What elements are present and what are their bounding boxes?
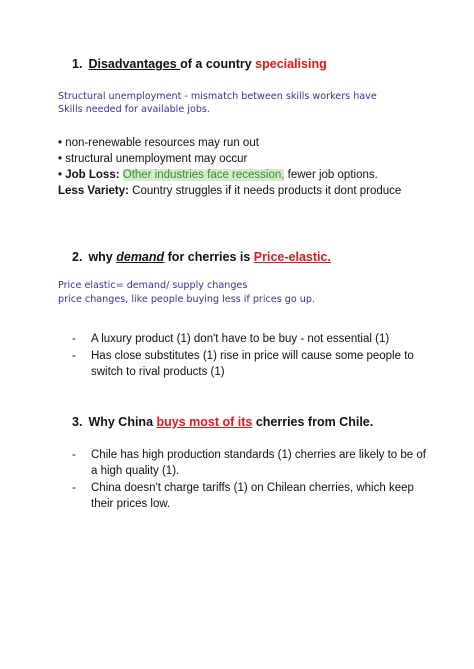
- q1-less-variety-rest: Country struggles if it needs products it dont produce: [128, 185, 402, 197]
- list-item: [72, 447, 431, 479]
- q3-point-2: China doesn't charge tariffs (1) on Chilean cherries, which keep their prices low.: [91, 482, 414, 510]
- q3-title-red: buys most of its: [156, 415, 253, 429]
- q1-title-red: specialising: [255, 57, 327, 71]
- q1-less-variety: [58, 183, 401, 199]
- q2-handwritten-note-line2: price changes, like people buying less if prices go up.: [58, 294, 315, 305]
- q2-point-1: A luxury product (1) don't have to be buy - not essential (1): [91, 333, 390, 345]
- q3-title-b: cherries from Chile.: [252, 415, 374, 429]
- q1-handwritten-note-line2: Skills needed for available jobs.: [58, 104, 210, 115]
- q1-heading: [72, 57, 327, 71]
- q2-title-a: why: [88, 250, 117, 264]
- q1-bullet-3-rest: fewer job options.: [284, 169, 378, 181]
- dash-bullet: -: [72, 333, 76, 345]
- q3-heading: [72, 415, 373, 429]
- q2-handwritten-note-line1: Price elastic= demand/ supply changes: [58, 280, 248, 291]
- q2-heading: [72, 250, 331, 264]
- dash-bullet: -: [72, 350, 76, 362]
- dash-bullet: -: [72, 482, 76, 494]
- q1-number: 1.: [72, 57, 83, 71]
- q3-number: 3.: [72, 415, 83, 429]
- q3-points-list: [72, 447, 431, 513]
- q2-title-demand: demand: [116, 250, 165, 264]
- q1-bullet-1: • non-renewable resources may run out: [58, 137, 259, 149]
- q1-bullet-3-bold: Job Loss:: [65, 169, 120, 181]
- q1-handwritten-note-line1: Structural unemployment - mismatch between skills workers have: [58, 91, 377, 102]
- q2-number: 2.: [72, 250, 83, 264]
- list-item: [72, 331, 431, 347]
- q1-bullet-3-prefix: •: [58, 169, 66, 181]
- dash-bullet: -: [72, 449, 76, 461]
- q2-title-b: for cherries is: [164, 250, 254, 264]
- q2-points-list: [72, 331, 431, 381]
- q1-bullet-2: • structural unemployment may occur: [58, 153, 248, 165]
- q1-title-underlined: Disadvantages: [88, 57, 181, 71]
- q1-bullet-3-highlight: Other industries face recession,: [122, 169, 285, 181]
- q3-point-1: Chile has high production standards (1) cherries are likely to be of a high quality (1).: [91, 449, 426, 477]
- list-item: [72, 348, 431, 380]
- q1-title-rest: of a country: [180, 57, 256, 71]
- q1-bullet-3: [58, 167, 378, 183]
- q1-less-variety-bold: Less Variety:: [58, 185, 129, 197]
- q2-point-2: Has close substitutes (1) rise in price will cause some people to switch to rival products (1): [91, 350, 414, 378]
- q2-title-red: Price-elastic.: [253, 250, 331, 264]
- list-item: [72, 480, 431, 512]
- q3-title-a: Why China: [88, 415, 157, 429]
